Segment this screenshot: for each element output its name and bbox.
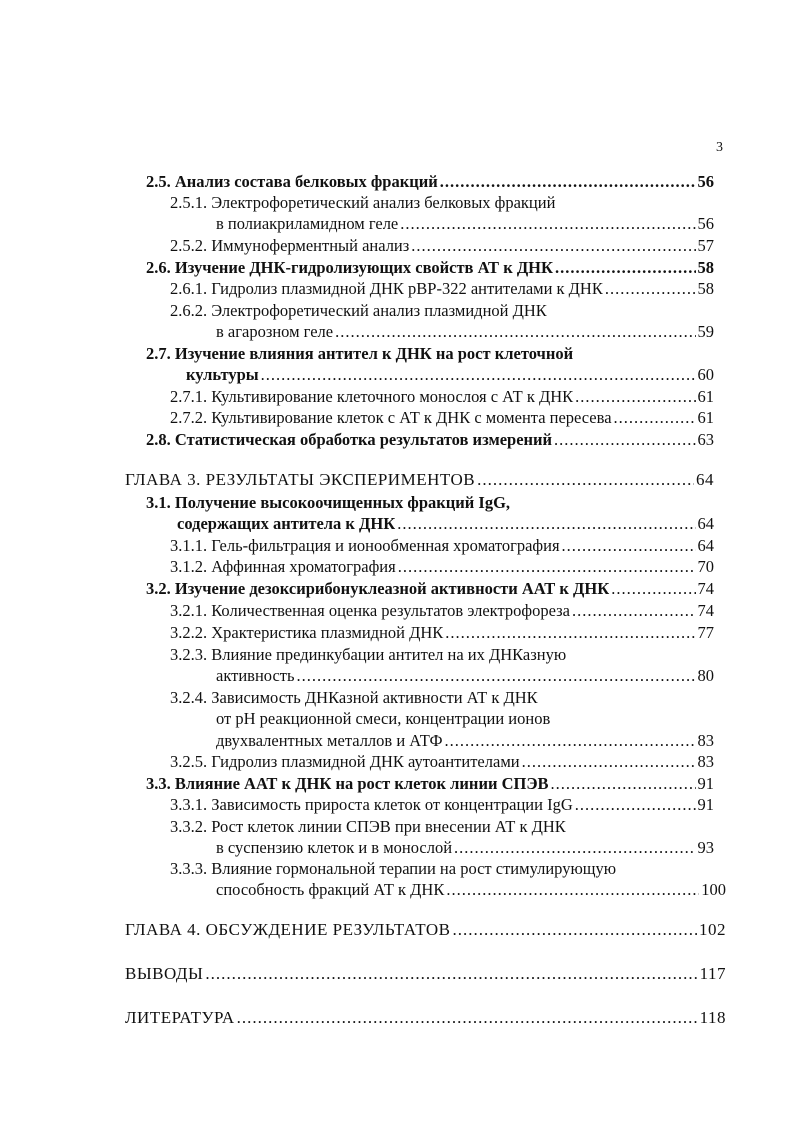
toc-entry-2-8 <box>146 430 714 450</box>
toc-entry-2-5-1: 2.5.1. Электрофоретический анализ белковых фракций <box>170 193 556 212</box>
toc-entry-title: способность фракций АТ к ДНК <box>216 880 445 899</box>
toc-entry-title: в суспензию клеток и в монослой <box>216 838 453 857</box>
toc-entry-page: 58 <box>697 258 714 277</box>
toc-entry-2-6 <box>146 258 714 278</box>
toc-conclusions <box>125 964 726 984</box>
toc-entry-page: 63 <box>697 430 714 449</box>
toc-entry-2-7-1 <box>170 387 714 407</box>
toc-entry-page: 64 <box>696 470 714 489</box>
toc-entry-title: 2.7.2. Культивирование клеток с АТ к ДНК с момента пересева <box>170 408 612 427</box>
toc-entry-title: 3.2.1. Количественная оценка результатов электрофореза <box>170 601 570 620</box>
toc-entry-title: 2.6.1. Гидролиз плазмидной ДНК рВР-322 антителами к ДНК <box>170 279 603 298</box>
toc-entry-page: 83 <box>697 731 714 750</box>
toc-entry-page: 91 <box>697 774 714 793</box>
toc-entry-2-7: 2.7. Изучение влияния антител к ДНК на рост клеточной <box>146 344 574 363</box>
toc-entry-3-3-3-cont <box>216 880 726 900</box>
toc-entry-3-2-4: 3.2.4. Зависимость ДНКазной активности АТ к ДНК <box>170 688 538 707</box>
toc-entry-3-3 <box>146 774 714 794</box>
toc-entry-title: 3.2.2. Храктеристика плазмидной ДНК <box>170 623 444 642</box>
toc-entry-title: активность <box>216 666 295 685</box>
toc-entry-title: 2.7.1. Культивирование клеточного монослоя с АТ к ДНК <box>170 387 574 406</box>
toc-entry-3-2-5 <box>170 752 714 772</box>
toc-entry-title: ВЫВОДЫ <box>125 964 204 983</box>
toc-entry-title: содержащих антитела к ДНК <box>177 514 396 533</box>
toc-entry-page: 59 <box>697 322 714 341</box>
toc-entry-page: 70 <box>697 557 714 576</box>
toc-entry-2-7-cont <box>186 365 714 385</box>
toc-entry-page: 58 <box>697 279 714 298</box>
toc-entry-3-2-1 <box>170 601 714 621</box>
toc-entry-2-5-2 <box>170 236 714 256</box>
toc-entry-page: 56 <box>697 214 714 233</box>
toc-entry-page: 118 <box>699 1008 726 1027</box>
toc-entry-3-3-2: 3.3.2. Рост клеток линии СПЭВ при внесении АТ к ДНК <box>170 817 566 836</box>
toc-entry-2-5-1-cont <box>216 214 714 234</box>
toc-entry-page: 74 <box>697 579 714 598</box>
toc-entry-page: 57 <box>697 236 714 255</box>
toc-literature <box>125 1008 726 1028</box>
toc-entry-page: 61 <box>697 387 714 406</box>
toc-entry-title: 3.3. Влияние ААТ к ДНК на рост клеток линии СПЭВ <box>146 774 549 793</box>
toc-entry-title: 2.5.2. Иммуноферментный анализ <box>170 236 410 255</box>
toc-entry-title: 3.2. Изучение дезоксирибонуклеазной активности ААТ к ДНК <box>146 579 610 598</box>
toc-entry-page: 64 <box>697 536 714 555</box>
toc-entry-page: 77 <box>697 623 714 642</box>
toc-entry-title: 3.1.2. Аффинная хроматография <box>170 557 396 576</box>
toc-entry-title: ГЛАВА 3. РЕЗУЛЬТАТЫ ЭКСПЕРИМЕНТОВ <box>125 470 476 489</box>
toc-entry-3-1-cont <box>177 514 714 534</box>
toc-entry-2-6-1 <box>170 279 714 299</box>
toc-entry-3-2-4-cont <box>216 731 714 751</box>
toc-entry-title: двухвалентных металлов и АТФ <box>216 731 443 750</box>
toc-entry-page: 61 <box>697 408 714 427</box>
toc-entry-title: 2.5. Анализ состава белковых фракций <box>146 172 438 191</box>
toc-entry-page: 74 <box>697 601 714 620</box>
toc-entry-page: 93 <box>697 838 714 857</box>
toc-entry-title: 2.8. Статистическая обработка результатов измерений <box>146 430 553 449</box>
toc-entry-page: 64 <box>697 514 714 533</box>
toc-entry-page: 60 <box>697 365 714 384</box>
toc-chapter-4 <box>125 920 726 940</box>
toc-entry-title: ГЛАВА 4. ОБСУЖДЕНИЕ РЕЗУЛЬТАТОВ <box>125 920 451 939</box>
toc-entry-page: 91 <box>697 795 714 814</box>
toc-entry-3-1-2 <box>170 557 714 577</box>
toc-entry-page: 83 <box>697 752 714 771</box>
toc-entry-title: в агарозном геле <box>216 322 334 341</box>
toc-entry-title: 2.6. Изучение ДНК-гидролизующих свойств АТ к ДНК <box>146 258 553 277</box>
toc-entry-3-2-3-cont <box>216 666 714 686</box>
toc-entry-3-2-4-line2: от рН реакционной смеси, концентрации ионов <box>216 709 551 728</box>
toc-entry-title: культуры <box>186 365 259 384</box>
toc-entry-3-3-3: 3.3.3. Влияние гормональной терапии на рост стимулирующую <box>170 859 617 878</box>
toc-entry-2-7-2 <box>170 408 714 428</box>
toc-entry-title: 3.2.5. Гидролиз плазмидной ДНК аутоантителами <box>170 752 520 771</box>
toc-entry-2-6-2-cont <box>216 322 714 342</box>
toc-entry-3-1-1 <box>170 536 714 556</box>
toc-entry-3-1: 3.1. Получение высокоочищенных фракций IgG, <box>146 493 511 512</box>
toc-entry-2-6-2: 2.6.2. Электрофоретический анализ плазмидной ДНК <box>170 301 547 320</box>
toc-entry-title: 3.1.1. Гель-фильтрация и ионообменная хроматография <box>170 536 560 555</box>
toc-entry-3-3-2-cont <box>216 838 714 858</box>
toc-entry-title: 3.3.1. Зависимость прироста клеток от концентрации IgG <box>170 795 573 814</box>
toc-entry-3-2-3: 3.2.3. Влияние прединкубации антител на их ДНКазную <box>170 645 567 664</box>
toc-entry-page: 100 <box>701 880 726 899</box>
toc-entry-page: 56 <box>697 172 714 191</box>
toc-entry-title: ЛИТЕРАТУРА <box>125 1008 235 1027</box>
toc-entry-page: 80 <box>697 666 714 685</box>
toc-entry-2-5 <box>146 172 714 192</box>
toc-entry-title: в полиакриламидном геле <box>216 214 399 233</box>
page-number: 3 <box>716 140 723 155</box>
toc-entry-3-2-2 <box>170 623 714 643</box>
toc-entry-3-2 <box>146 579 714 599</box>
toc-entry-3-3-1 <box>170 795 714 815</box>
toc-chapter-3 <box>125 470 714 490</box>
toc-entry-page: 102 <box>699 920 726 939</box>
toc-entry-page: 117 <box>699 964 726 983</box>
